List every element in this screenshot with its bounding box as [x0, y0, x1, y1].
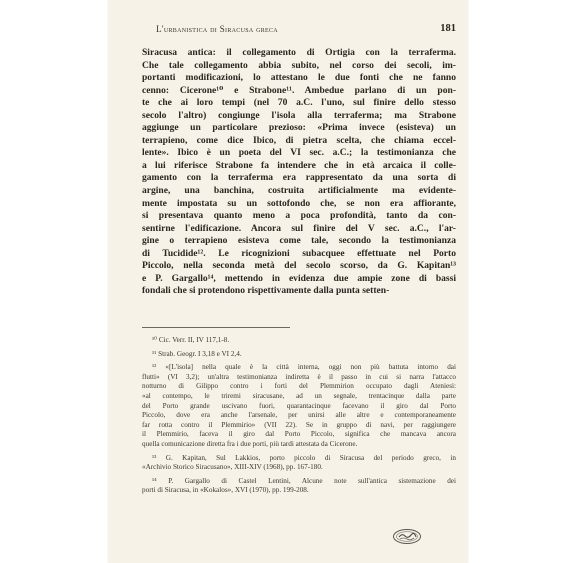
- footnote-line: Piccolo, dove era anche l'arsenale, per unirsi alle altre e contemporaneamente: [142, 411, 456, 420]
- footnote-line: quella comunicazione diretta fra i due porti, più tardi attestata da Cicerone.: [142, 439, 358, 448]
- footnote-line: del Porto grande uscivano fuori, quarantacinque facevano il giro dal Porto: [142, 401, 456, 410]
- text-line: sentirne l'edificazione. Ancora sul finire del V sec. a.C., l'ar-: [142, 222, 456, 234]
- footnote-line: notturno di Gilippo contro i forti del Plemmirion occupato dagli Ateniesi:: [142, 382, 456, 391]
- footnote-line: «Archivio Storico Siracusano», XIII-XIV (1968), pp. 167-180.: [142, 463, 323, 472]
- footnote-line: ¹² «[L'isola] nella quale è la città interna, oggi non più battuta intorno dai: [152, 363, 456, 372]
- text-line: aggiunge un particolare prezioso: «Prima invece (esisteva) un: [142, 122, 456, 134]
- text-line: mente impostata su un sottofondo che, se non era affiorante,: [142, 197, 456, 209]
- footnote-line: flutti» (VI 3,2); un'altra testimonianza indiretta è il passo in cui si narra l'attacco: [142, 372, 456, 381]
- text-line: fondali che si protendono rispettivamente dalla punta setten-: [142, 285, 390, 297]
- text-line: argine, una banchina, costruita artificialmente ma evidente-: [142, 185, 456, 197]
- text-line: cenno: Cicerone¹⁰ e Strabone¹¹. Ambedue parlano di un pon-: [142, 84, 456, 96]
- text-line: Che tale collegamento abbia subito, nel corso dei secoli, im-: [142, 59, 456, 71]
- text-line: lente». Ibico è un poeta del VI sec. a.C.; la testimonianza che: [142, 147, 456, 159]
- footnotes: [142, 336, 456, 500]
- text-line: te che ai loro tempi (nel 70 a.C. l'uno, sul finire dello stesso: [142, 97, 456, 109]
- footnote-line: ¹⁰ Cic. Verr. II, IV 117,1-8.: [152, 336, 230, 344]
- footnote: [142, 454, 456, 473]
- main-text: [142, 47, 456, 298]
- text-line: secolo l'altro) congiunge l'isola alla terraferma; ma Strabone: [142, 109, 456, 121]
- footnote-line: ¹³ G. Kapitan, Sul Lakkios, porto piccolo di Siracusa del periodo greco, in: [152, 453, 456, 462]
- text-line: si presentava quanto meno a poca profondità, tanto da con-: [142, 210, 456, 222]
- text-line: di Tucidide¹². Le ricognizioni subacquee effettuate nel Porto: [142, 247, 456, 259]
- footnote-line: il Plemmirio, faceva il giro dal Porto Piccolo, significa che mancava ancora: [142, 430, 456, 439]
- footnote-line: far rotta contro il Plemmirio» (VII 22). Se in gruppo di navi, per raggiungere: [142, 420, 456, 429]
- footnote: [142, 350, 456, 360]
- footnote: [142, 477, 456, 496]
- footnote-line: ¹⁴ P. Gargallo di Castel Lentini, Alcune note sull'antica sistemazione dei: [152, 476, 456, 485]
- footnote: [142, 336, 456, 346]
- footnote-line: porti di Siracusa, in «Kokalos», XVI (1970), pp. 199-208.: [142, 486, 309, 495]
- text-line: a lui riferisce Strabone fa intendere che in età arcaica il colle-: [142, 159, 456, 171]
- page-number: 181: [440, 23, 456, 34]
- library-stamp-icon: [392, 528, 422, 545]
- footnote-line: ¹¹ Strab. Geogr. I 3,18 e VI 2,4.: [152, 349, 242, 358]
- footnote: [142, 363, 456, 449]
- text-line: terrapieno, come dice Ibico, di pietra scelta, che chiama eccel-: [142, 134, 456, 146]
- text-line: Piccolo, nella seconda metà del secolo scorso, da G. Kapitan¹³: [142, 260, 456, 272]
- page-header: [142, 24, 456, 38]
- text-line: e P. Gargallo¹⁴, mettendo in evidenza due ampie zone di bassi: [142, 272, 456, 284]
- footnote-separator: [142, 327, 290, 328]
- running-head: L'urbanistica di Siracusa greca: [156, 24, 278, 34]
- text-line: Siracusa antica: il collegamento di Ortigia con la terraferma.: [142, 47, 456, 58]
- text-line: gamento con la terraferma era rappresentato da una sorta di: [142, 172, 456, 184]
- text-line: gine o terrapieno esisteva come tale, secondo la testimonianza: [142, 235, 456, 247]
- text-line: portanti modificazioni, lo attestano le due fonti che ne fanno: [142, 72, 456, 84]
- footnote-line: «al contempo, le triremi siracusane, ad un segnale, trentacinque dalla parte: [142, 391, 456, 400]
